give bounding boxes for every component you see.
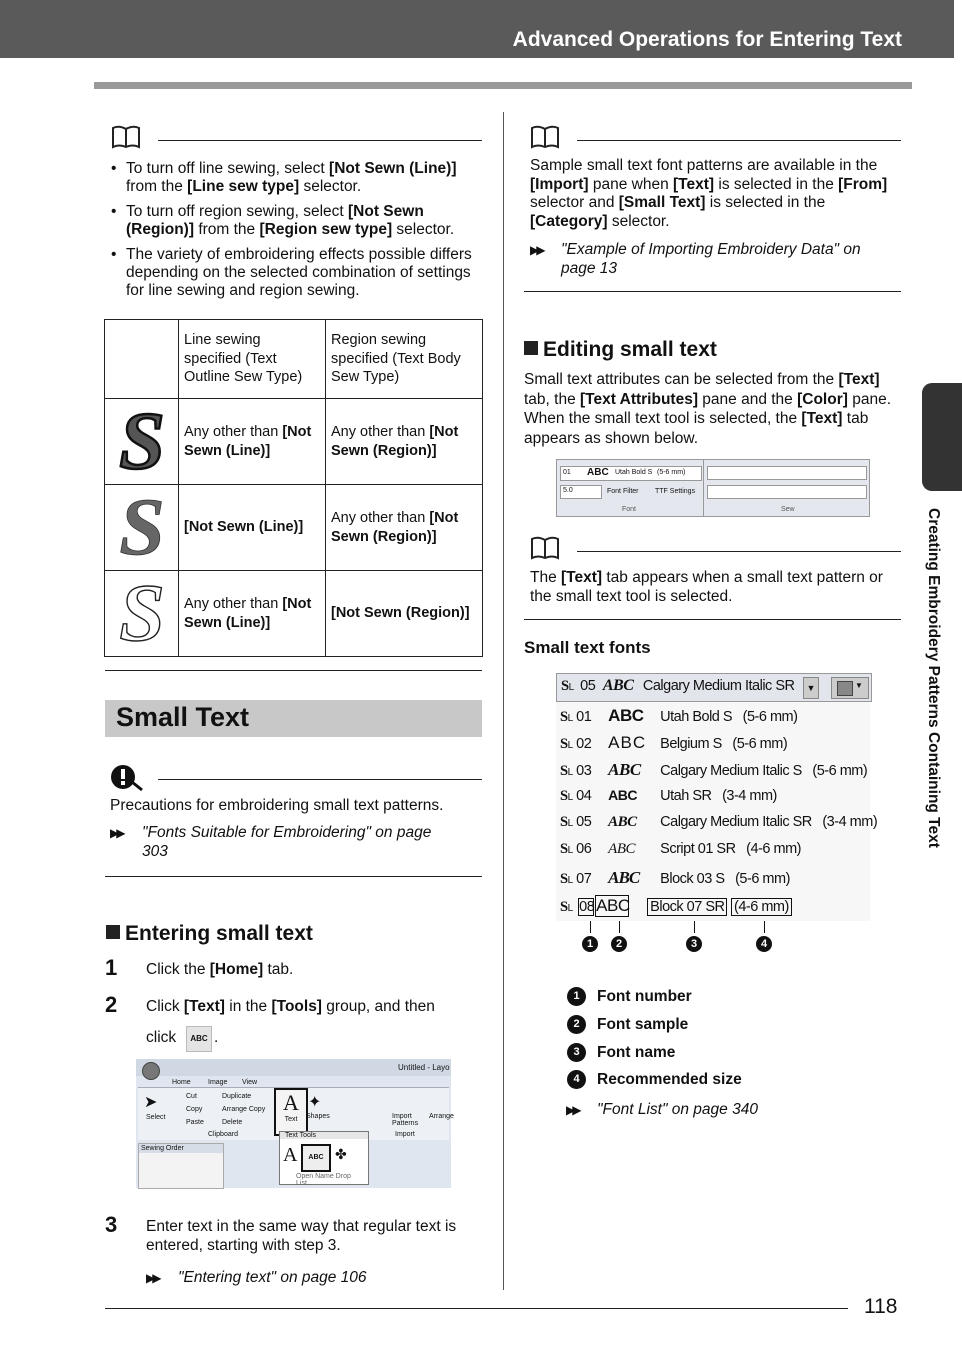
- size-field[interactable]: 5.0: [560, 485, 602, 499]
- monogram-tool-icon[interactable]: ✤: [335, 1146, 347, 1162]
- tab-view[interactable]: View: [242, 1079, 258, 1086]
- small-text-font-list: [556, 673, 878, 921]
- chevron-down-icon[interactable]: ▼: [803, 677, 819, 699]
- callout-1: 1: [582, 936, 598, 952]
- text-tab-note: The [Text] tab appears when a small text pattern or the small text tool is selected.: [530, 569, 883, 605]
- letter-s-full-icon: [107, 394, 177, 486]
- memo-icon: [530, 536, 560, 560]
- letter-s-outline-icon: [107, 566, 177, 658]
- callout-4: 4: [756, 936, 772, 952]
- step-number: 1: [105, 955, 118, 980]
- step-number: 2: [105, 992, 118, 1017]
- ttf-settings-button[interactable]: TTF Settings: [655, 488, 696, 495]
- app-button[interactable]: [142, 1062, 160, 1080]
- copy-button[interactable]: Copy: [186, 1106, 203, 1113]
- caution-text: Precautions for embroidering small text patterns.: [110, 797, 444, 814]
- font-combo-box[interactable]: SL 05 ABC Calgary Medium Italic SR ▼ ▼: [556, 673, 872, 702]
- list-item[interactable]: SL 02 ABC Belgium S (5-6 mm): [560, 733, 788, 752]
- callout-3: 3: [686, 936, 702, 952]
- svg-text:S: S: [118, 480, 165, 572]
- font-group-label: Font: [622, 506, 637, 513]
- abc-small-text-button[interactable]: ABC: [186, 1026, 212, 1052]
- side-tab-label-wrap: [918, 508, 944, 918]
- header-title: Advanced Operations for Entering Text: [512, 28, 902, 51]
- text-tab-screenshot: [556, 459, 870, 517]
- cut-button[interactable]: Cut: [186, 1093, 197, 1100]
- step3-text: Enter text in the same way that regular text is entered, starting with step 3.: [146, 1218, 457, 1254]
- sewing-combination-table: [104, 319, 483, 657]
- clipboard-group-label: Clipboard: [208, 1131, 238, 1138]
- side-tab: [922, 383, 962, 491]
- legend-marker-2: 2: [567, 1015, 586, 1034]
- heading-square-icon: [106, 925, 120, 939]
- list-item[interactable]: SL 03 ABC Calgary Medium Italic S (5-6 mm): [560, 760, 868, 779]
- heading-square-icon: [524, 341, 538, 355]
- ribbon-screenshot: [136, 1059, 454, 1188]
- shapes-label: Shapes: [306, 1113, 330, 1120]
- table-cell: Any other than [Not Sewn (Line)]: [179, 399, 326, 485]
- ref-arrow-icon: ▶▶: [566, 1103, 579, 1117]
- note-end-rule: [524, 619, 901, 620]
- legend-marker-3: 3: [567, 1043, 586, 1062]
- text-tools-dropdown: Text Tools A ABC ✤ Open Name Drop List...: [279, 1131, 369, 1185]
- table-header-line: Line sewing specified (Text Outline Sew Type): [179, 320, 326, 399]
- legend-font-sample: Font sample: [597, 1016, 689, 1033]
- legend-font-name: Font name: [597, 1044, 676, 1061]
- caution-rule: [158, 779, 482, 780]
- open-name-drop-list[interactable]: Open Name Drop List...: [296, 1173, 351, 1187]
- tab-home[interactable]: Home: [172, 1079, 191, 1086]
- sewing-order-pane: Sewing Order: [138, 1143, 224, 1189]
- line-color-combo[interactable]: [707, 466, 867, 480]
- text-tool-button[interactable]: A Text: [274, 1088, 308, 1136]
- letter-s-fill-icon: [107, 480, 177, 572]
- legend-marker-1: 1: [567, 987, 586, 1006]
- select-label: Select: [146, 1114, 166, 1121]
- table-cell: [Not Sewn (Line)]: [179, 485, 326, 571]
- fonts-heading: Small text fonts: [524, 638, 651, 657]
- memo-icon: [530, 125, 560, 149]
- legend-marker-4: 4: [567, 1070, 586, 1089]
- select-arrow-icon[interactable]: ➤: [144, 1094, 158, 1111]
- footer-rule: [105, 1308, 848, 1309]
- side-tab-label: Creating Embroidery Patterns Containing Text: [925, 508, 942, 848]
- delete-button[interactable]: Delete: [222, 1119, 243, 1126]
- list-item[interactable]: SL 07 ABC Block 03 S (5-6 mm): [560, 868, 790, 887]
- table-header-region: Region sewing specified (Text Body Sew Type): [326, 320, 483, 399]
- svg-text:S: S: [118, 566, 165, 658]
- legend-recommended-size: Recommended size: [597, 1071, 742, 1088]
- font-list-reference-link[interactable]: "Font List" on page 340: [597, 1101, 758, 1118]
- bullet-item: • The variety of embroidering effects possible differs depending on the selected combination of settings for line sewing and region sewing.: [109, 246, 481, 300]
- import-reference-link[interactable]: "Example of Importing Embroidery Data" on page 13: [561, 241, 861, 277]
- note-rule: [158, 140, 482, 141]
- table-cell: [Not Sewn (Region)]: [326, 571, 483, 657]
- list-item[interactable]: SL 06 ABC Script 01 SR (4-6 mm): [560, 841, 801, 857]
- bullet-item: • To turn off line sewing, select [Not Sewn (Line)] from the [Line sew type] selector.: [109, 160, 481, 196]
- table-cell: Any other than [Not Sewn (Region)]: [326, 399, 483, 485]
- caution-icon: [110, 764, 144, 790]
- bullet-item: • To turn off region sewing, select [Not Sewn (Region)] from the [Region sew type] selector.: [109, 203, 481, 239]
- section-banner: [105, 700, 482, 737]
- small-text-tool-button[interactable]: ABC: [301, 1144, 331, 1172]
- callout-2: 2: [611, 936, 627, 952]
- color-combo[interactable]: ▼: [831, 677, 869, 699]
- note-end-rule: [524, 291, 901, 292]
- region-color-combo[interactable]: [707, 485, 867, 499]
- font-combo[interactable]: 01 ABC Utah Bold S (5-6 mm): [560, 466, 702, 481]
- sample-outline-only: [105, 566, 179, 658]
- list-item[interactable]: SL 04 ABC Utah SR (3-4 mm): [560, 787, 777, 804]
- editing-heading: Editing small text: [524, 338, 717, 362]
- svg-text:S: S: [118, 394, 165, 486]
- sew-group-label: Sew: [781, 506, 795, 513]
- note-rule: [577, 551, 901, 552]
- caution-end-rule: [105, 876, 482, 877]
- duplicate-button[interactable]: Duplicate: [222, 1093, 252, 1100]
- paste-button[interactable]: Paste: [186, 1119, 204, 1126]
- sample-filled-outlined: [105, 394, 179, 486]
- text-tool-a-icon[interactable]: A: [283, 1144, 298, 1166]
- list-item[interactable]: SL 08 ABC Block 07 SR (4-6 mm): [560, 895, 792, 919]
- window-title: Untitled - Layo: [398, 1063, 450, 1072]
- section-rule: [105, 670, 482, 671]
- memo-icon: [111, 125, 141, 149]
- import-patterns-button[interactable]: Import Patterns: [392, 1113, 419, 1127]
- step2-click-text: click: [146, 1029, 177, 1046]
- section-title: Small Text: [116, 702, 250, 732]
- step-number: 3: [105, 1212, 118, 1237]
- page-number: 118: [864, 1295, 898, 1318]
- ref-arrow-icon: ▶▶: [530, 243, 543, 257]
- sample-filled-only: [105, 480, 179, 572]
- column-divider: [503, 112, 504, 1290]
- step1-text: Click the [Home] tab.: [146, 961, 294, 978]
- editing-text: Small text attributes can be selected from the [Text] tab, the [Text Attributes] pane and the [Color] pane. When the small text tool is selected, the [Text] tab appears as shown below.: [524, 371, 892, 447]
- ref-arrow-icon: ▶▶: [110, 826, 123, 840]
- header-rule: [94, 82, 912, 89]
- list-item[interactable]: SL 05 ABC Calgary Medium Italic SR (3-4 mm): [560, 814, 878, 830]
- list-item[interactable]: SL 01 ABC Utah Bold S (5-6 mm): [560, 706, 798, 725]
- tab-image[interactable]: Image: [208, 1079, 228, 1086]
- ref-arrow-icon: ▶▶: [146, 1271, 159, 1285]
- arrange-copy-button[interactable]: Arrange Copy: [222, 1106, 266, 1113]
- arrange-label[interactable]: Arrange: [429, 1113, 454, 1120]
- step3-reference-link[interactable]: "Entering text" on page 106: [178, 1269, 367, 1286]
- caution-reference-link[interactable]: "Fonts Suitable for Embroidering" on page 303: [142, 824, 432, 860]
- entering-heading: Entering small text: [106, 922, 313, 946]
- shapes-star-icon[interactable]: ✦: [308, 1094, 322, 1111]
- legend-font-number: Font number: [597, 988, 692, 1005]
- note-rule: [577, 140, 901, 141]
- import-group-label: Import: [395, 1131, 415, 1138]
- note-bullets: [109, 160, 481, 307]
- font-filter-button[interactable]: Font Filter: [607, 488, 639, 495]
- step2-text: Click [Text] in the [Tools] group, and then: [146, 998, 435, 1015]
- table-cell: Any other than [Not Sewn (Region)]: [326, 485, 483, 571]
- import-note-text: Sample small text font patterns are available in the [Import] pane when [Text] is selected in the [From] selector and [Small Text] is selected in the [Category] selector.: [530, 157, 888, 230]
- table-cell: Any other than [Not Sewn (Line)]: [179, 571, 326, 657]
